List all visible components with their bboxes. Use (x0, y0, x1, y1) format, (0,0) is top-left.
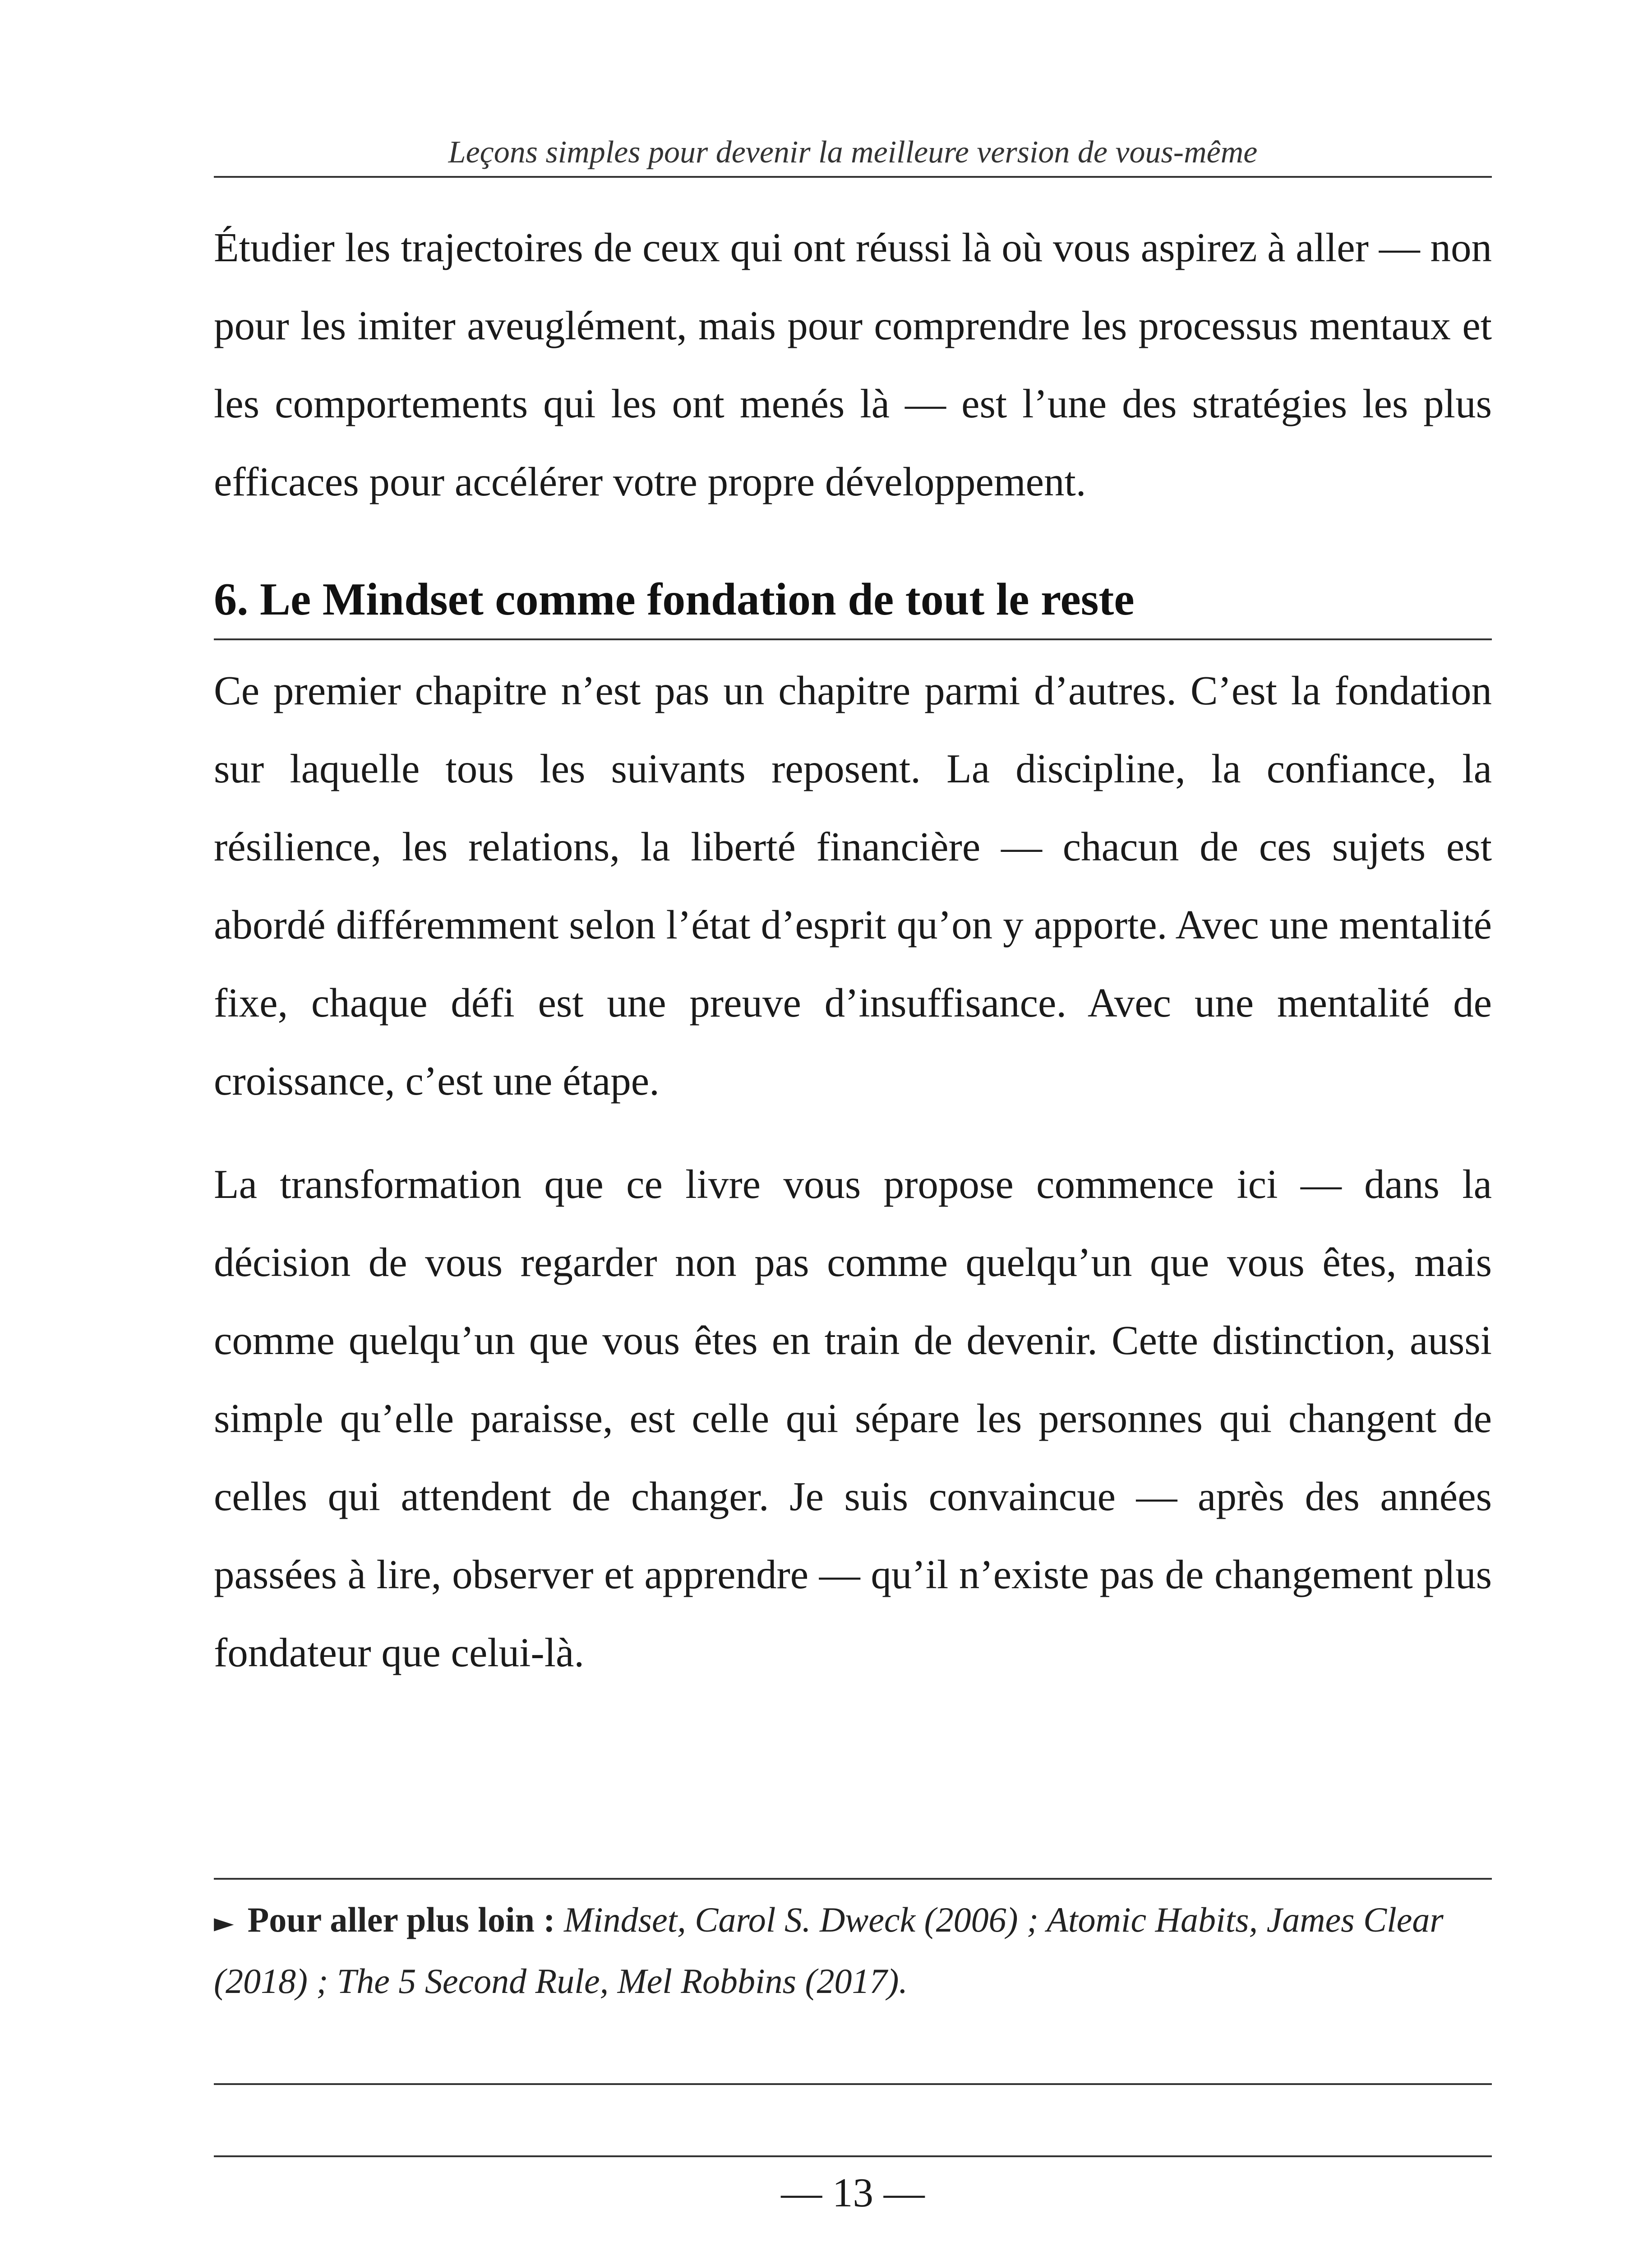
running-header: Leçons simples pour devenir la meilleure version de vous-même (448, 135, 1258, 170)
header-divider (214, 176, 1492, 178)
section-paragraph-1: Ce premier chapitre n’est pas un chapitre parmi d’autres. C’est la fondation sur laquelle tous les suivants reposent. La discipline, la confiance, la résilience, les relations, la liberté financière — chacun de ces sujets est abordé différemment selon l’état d’esprit qu’on y apporte. Avec une mentalité fixe, chaque défi est une preuve d’insuffisance. Avec une mentalité de croissance, c’est une étape. (214, 668, 1492, 1104)
further-reading-text (214, 1891, 1492, 2011)
page-number: — 13 — (781, 2170, 925, 2215)
bottom-divider (214, 2083, 1492, 2085)
footer-divider (214, 2155, 1492, 2157)
triangle-right-icon: ► (214, 1907, 234, 1938)
section-paragraph-2: La transformation que ce livre vous propose commence ici — dans la décision de vous regarder non pas comme quelqu’un que vous êtes, mais comme quelqu’un que vous êtes en train de devenir. Cette distinction, aussi simple qu’elle paraisse, est celle qui sépare les personnes qui changent de celles qui attendent de changer. Je suis convaincue — après des années passées à lire, observer et apprendre — qu’il n’existe pas de changement plus fondateur que celui-là. (214, 1161, 1492, 1675)
further-reading-box (214, 1878, 1492, 2011)
main-content (214, 208, 1492, 1692)
further-reading-references: Mindset, Carol S. Dweck (2006) ; Atomic Habits, James Clear (2018) ; The 5 Second Rule, Mel Robbins (2017). (214, 1900, 1444, 2001)
further-reading-label: Pour aller plus loin : (247, 1900, 555, 1939)
section-heading: 6. Le Mindset comme fondation de tout le reste (214, 570, 1492, 640)
intro-paragraph: Étudier les trajectoires de ceux qui ont réussi là où vous aspirez à aller — non pour les imiter aveuglément, mais pour comprendre les processus mentaux et les comportements qui les ont menés là — est l’une des stratégies les plus efficaces pour accélérer votre propre développement. (214, 225, 1492, 504)
